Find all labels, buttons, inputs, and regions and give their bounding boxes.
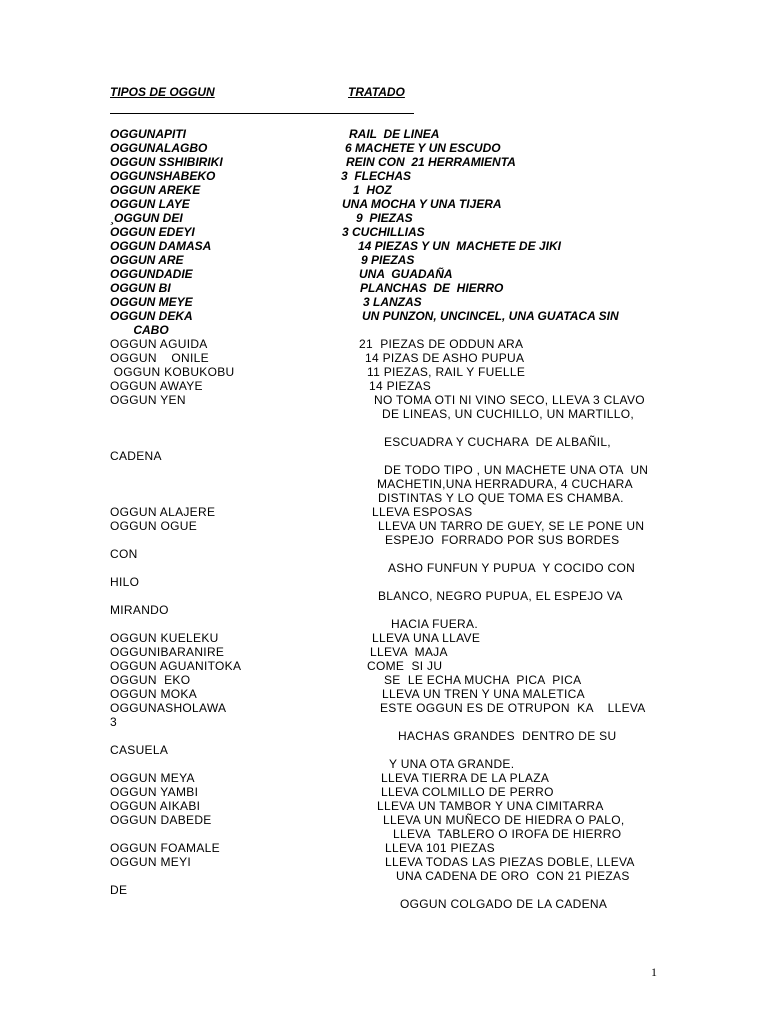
table-row — [0, 799, 768, 813]
table-row — [0, 197, 768, 211]
table-row — [0, 449, 768, 463]
oggun-type: OGGUN DEKA — [110, 309, 193, 323]
tratado-text: BLANCO, NEGRO PUPUA, EL ESPEJO VA — [378, 589, 623, 603]
table-row — [0, 869, 768, 883]
table-row — [0, 337, 768, 351]
tratado-text: DISTINTAS Y LO QUE TOMA ES CHAMBA. — [378, 491, 624, 505]
tratado-text: UNA CADENA DE ORO CON 21 PIEZAS — [396, 869, 630, 883]
oggun-type: DE — [110, 883, 128, 897]
tratado-text: 9 PIEZAS — [361, 253, 415, 267]
table-row — [0, 253, 768, 267]
tratado-text: 3 FLECHAS — [341, 169, 412, 183]
tratado-text: HACIA FUERA. — [391, 617, 478, 631]
tratado-text: LLEVA UNA LLAVE — [372, 631, 481, 645]
tratado-text: LLEVA TIERRA DE LA PLAZA — [381, 771, 550, 785]
tratado-text: Y UNA OTA GRANDE. — [389, 757, 515, 771]
table-row — [0, 687, 768, 701]
tratado-text: LLEVA COLMILLO DE PERRO — [381, 785, 554, 799]
oggun-type: OGGUN KUELEKU — [110, 631, 219, 645]
table-row — [0, 757, 768, 771]
oggun-type: MIRANDO — [110, 603, 169, 617]
tratado-text: UN PUNZON, UNCINCEL, UNA GUATACA SIN — [362, 309, 619, 323]
tratado-text: 6 MACHETE Y UN ESCUDO — [345, 141, 501, 155]
oggun-type: OGGUN EKO — [110, 673, 191, 687]
table-row — [0, 841, 768, 855]
header-tipos: TIPOS DE OGGUN — [110, 85, 215, 99]
oggun-type: OGGUN AREKE — [110, 183, 201, 197]
table-row — [0, 715, 768, 729]
oggun-type: OGGUNALAGBO — [110, 141, 208, 155]
table-row — [0, 141, 768, 155]
oggun-type: OGGUN MOKA — [110, 687, 198, 701]
oggun-type: OGGUN ALAJERE — [110, 505, 216, 519]
table-row — [0, 365, 768, 379]
tratado-text: ESPEJO FORRADO POR SUS BORDES — [385, 533, 620, 547]
oggun-type: OGGUN LAYE — [110, 197, 190, 211]
tratado-text: LLEVA UN TREN Y UNA MALETICA — [382, 687, 585, 701]
header-rule — [110, 113, 414, 114]
oggun-type: OGGUN ARE — [110, 253, 184, 267]
tratado-text: 1 HOZ — [353, 183, 392, 197]
tratado-text: PLANCHAS DE HIERRO — [360, 281, 504, 295]
tratado-text: LLEVA TODAS LAS PIEZAS DOBLE, LLEVA — [385, 855, 635, 869]
table-row — [0, 533, 768, 547]
table-row — [0, 631, 768, 645]
table-row — [0, 435, 768, 449]
tratado-text: 3 CUCHILLIAS — [342, 225, 425, 239]
tratado-text: HACHAS GRANDES DENTRO DE SU — [398, 729, 617, 743]
table-row — [0, 743, 768, 757]
table-row — [0, 351, 768, 365]
table-row — [0, 855, 768, 869]
table-row — [0, 645, 768, 659]
tratado-text: LLEVA MAJA — [370, 645, 448, 659]
tratado-text: REIN CON 21 HERRAMIENTA — [346, 155, 516, 169]
oggun-type: OGGUNAPITI — [110, 127, 187, 141]
tratado-text: LLEVA 101 PIEZAS — [385, 841, 495, 855]
oggun-type: OGGUN EDEYI — [110, 225, 195, 239]
oggun-type: 3 — [110, 715, 117, 729]
oggun-type: CASUELA — [110, 743, 169, 757]
table-row — [0, 477, 768, 491]
tratado-text: ESTE OGGUN ES DE OTRUPON KA LLEVA — [380, 701, 646, 715]
oggun-type: OGGUN KOBUKOBU — [110, 365, 235, 379]
table-row — [0, 827, 768, 841]
oggun-type: OGGUNASHOLAWA — [110, 701, 227, 715]
table-row — [0, 673, 768, 687]
table-row — [0, 519, 768, 533]
oggun-type: OGGUN AIKABI — [110, 799, 201, 813]
oggun-type: CON — [110, 547, 138, 561]
table-row — [0, 617, 768, 631]
table-row — [0, 127, 768, 141]
oggun-type: OGGUN DABEDE — [110, 813, 212, 827]
tratado-text: MACHETIN,UNA HERRADURA, 4 CUCHARA — [377, 477, 633, 491]
tratado-text: UNA MOCHA Y UNA TIJERA — [342, 197, 502, 211]
oggun-type: ¸OGGUN DEI — [110, 211, 183, 225]
tratado-text: LLEVA ESPOSAS — [372, 505, 473, 519]
table-row — [0, 547, 768, 561]
table-row — [0, 575, 768, 589]
table-row — [0, 771, 768, 785]
table-row — [0, 267, 768, 281]
table-row — [0, 701, 768, 715]
table-row — [0, 323, 768, 337]
table-row — [0, 659, 768, 673]
table-row — [0, 813, 768, 827]
tratado-text: 3 LANZAS — [363, 295, 422, 309]
oggun-type: OGGUN AGUANITOKA — [110, 659, 242, 673]
tratado-text: ESCUADRA Y CUCHARA DE ALBAÑIL, — [384, 435, 611, 449]
oggun-type: OGGUN BI — [110, 281, 171, 295]
table-row — [0, 603, 768, 617]
table-row — [0, 379, 768, 393]
tratado-text: 11 PIEZAS, RAIL Y FUELLE — [367, 365, 526, 379]
table-row — [0, 281, 768, 295]
table-row — [0, 785, 768, 799]
oggun-type: OGGUN MEYA — [110, 771, 195, 785]
oggun-type: OGGUN YAMBI — [110, 785, 199, 799]
page-number: 1 — [651, 965, 657, 979]
table-row — [0, 729, 768, 743]
table-row — [0, 155, 768, 169]
tratado-text: 14 PIZAS DE ASHO PUPUA — [365, 351, 525, 365]
table-row — [0, 407, 768, 421]
tratado-text: OGGUN COLGADO DE LA CADENA — [400, 897, 608, 911]
table-row — [0, 211, 768, 225]
table-row — [0, 491, 768, 505]
oggun-type: OGGUNIBARANIRE — [110, 645, 225, 659]
oggun-type: OGGUNDADIE — [110, 267, 193, 281]
table-row — [0, 169, 768, 183]
tratado-text: RAIL DE LINEA — [349, 127, 440, 141]
oggun-type: OGGUNSHABEKO — [110, 169, 216, 183]
oggun-type: OGGUN ONILE — [110, 351, 209, 365]
oggun-type: HILO — [110, 575, 140, 589]
table-row — [0, 883, 768, 897]
oggun-type: OGGUN YEN — [110, 393, 186, 407]
table-row — [0, 225, 768, 239]
table-row — [0, 295, 768, 309]
tratado-text: NO TOMA OTI NI VINO SECO, LLEVA 3 CLAVO — [374, 393, 645, 407]
table-row — [0, 393, 768, 407]
tratado-text: SE LE ECHA MUCHA PICA PICA — [384, 673, 582, 687]
tratado-text: ASHO FUNFUN Y PUPUA Y COCIDO CON — [388, 561, 636, 575]
table-row — [0, 309, 768, 323]
oggun-type: OGGUN FOAMALE — [110, 841, 220, 855]
oggun-type: OGGUN DAMASA — [110, 239, 212, 253]
tratado-text: 9 PIEZAS — [356, 211, 413, 225]
table-row — [0, 463, 768, 477]
oggun-type: OGGUN AWAYE — [110, 379, 203, 393]
tratado-text: DE TODO TIPO , UN MACHETE UNA OTA UN — [384, 463, 649, 477]
tratado-text: LLEVA UN TAMBOR Y UNA CIMITARRA — [377, 799, 604, 813]
table-row — [0, 421, 768, 435]
table-row — [0, 239, 768, 253]
tratado-text: 21 PIEZAS DE ODDUN ARA — [359, 337, 524, 351]
oggun-type: OGGUN OGUE — [110, 519, 198, 533]
table-row — [0, 589, 768, 603]
tratado-text: 14 PIEZAS Y UN MACHETE DE JIKI — [358, 239, 561, 253]
table-row — [0, 897, 768, 911]
oggun-type: OGGUN AGUIDA — [110, 337, 208, 351]
oggun-type: CADENA — [110, 449, 162, 463]
oggun-type: OGGUN MEYE — [110, 295, 193, 309]
tratado-text: DE LINEAS, UN CUCHILLO, UN MARTILLO, — [382, 407, 634, 421]
oggun-type: OGGUN MEYI — [110, 855, 192, 869]
tratado-text: COME SI JU — [367, 659, 443, 673]
tratado-text: LLEVA UN TARRO DE GUEY, SE LE PONE UN — [378, 519, 645, 533]
oggun-type: OGGUN SSHIBIRIKI — [110, 155, 223, 169]
tratado-text: 14 PIEZAS — [369, 379, 432, 393]
tratado-text: UNA GUADAÑA — [359, 267, 453, 281]
table-row — [0, 183, 768, 197]
table-row — [0, 505, 768, 519]
header-tratado: TRATADO — [348, 85, 405, 99]
tratado-text: LLEVA TABLERO O IROFA DE HIERRO — [393, 827, 622, 841]
tratado-text: LLEVA UN MUÑECO DE HIEDRA O PALO, — [383, 813, 625, 827]
table-row — [0, 561, 768, 575]
oggun-type: CABO — [110, 323, 169, 337]
